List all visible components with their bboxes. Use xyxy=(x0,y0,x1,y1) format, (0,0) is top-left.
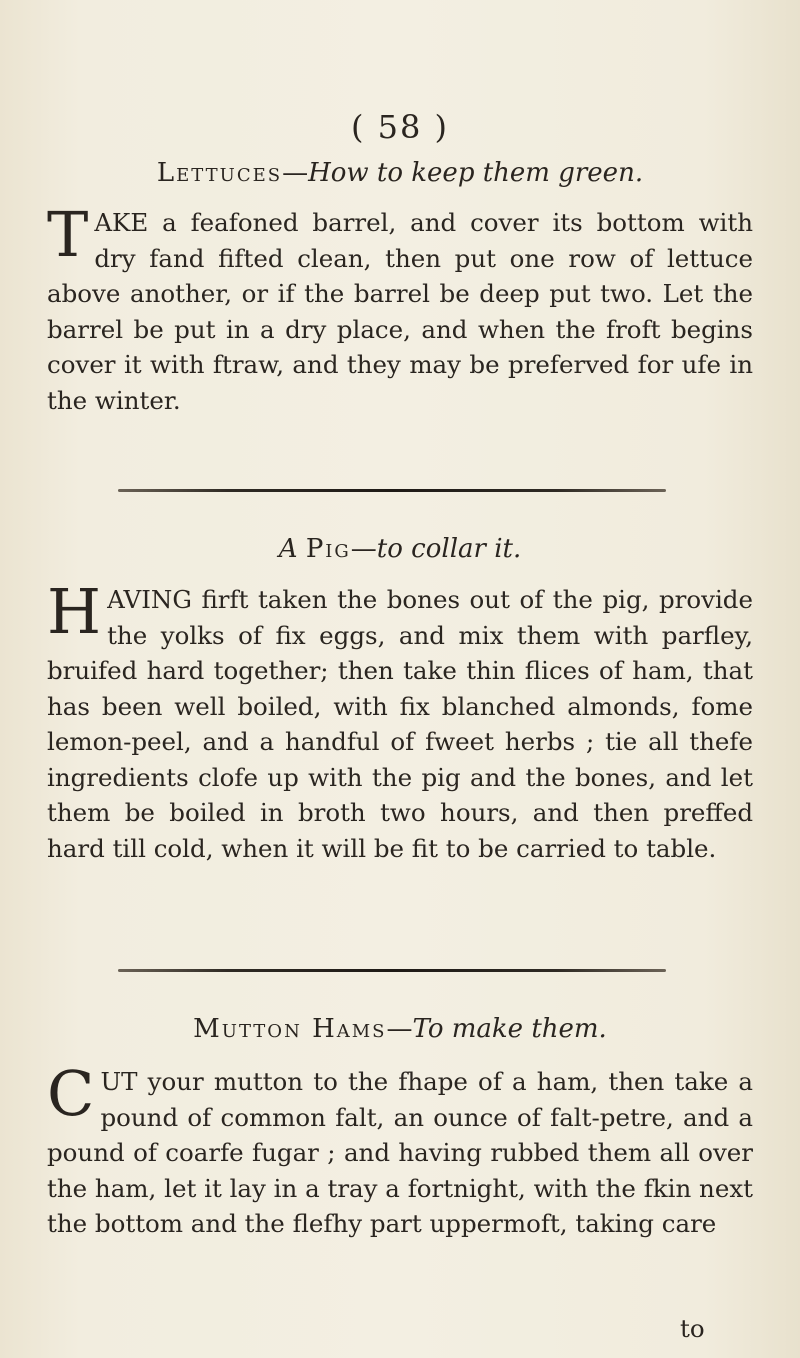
drop-cap: T xyxy=(47,198,89,271)
section-subtitle: To make them. xyxy=(412,1014,607,1044)
section-body-lettuces xyxy=(47,198,753,418)
drop-cap: C xyxy=(47,1057,95,1130)
section-divider xyxy=(118,489,666,492)
heading-dash: — xyxy=(350,534,377,564)
section-heading-mutton-hams xyxy=(0,1014,800,1044)
section-body-pig xyxy=(47,575,753,866)
section-divider xyxy=(118,969,666,972)
section-body-mutton-hams xyxy=(47,1057,753,1242)
section-heading-pig xyxy=(0,534,800,564)
heading-dash: — xyxy=(386,1014,413,1044)
section-title-prefix: A xyxy=(278,534,298,564)
section-heading-lettuces xyxy=(0,158,800,188)
body-text: AVING firft taken the bones out of the pig, provide the yolks of fix eggs, and mix them with parfley, bruifed hard together; then take thin flices of ham, that has been well boiled, with fix blanched almonds, fome lemon-peel, and a handful of fweet herbs ; tie all thefe ingredients clofe up with the pig and the bones, and let them be boiled in broth two hours, and then preffed hard till cold, when it will be fit to be carried to table. xyxy=(47,585,753,863)
section-title: Pig xyxy=(305,534,351,564)
drop-cap: H xyxy=(47,575,102,648)
heading-dash: — xyxy=(282,158,309,188)
section-title: Lettuces xyxy=(156,158,283,188)
catchword: to xyxy=(680,1314,705,1343)
body-text: UT your mutton to the fhape of a ham, then take a pound of common falt, an ounce of falt-petre, and a pound of coarfe fugar ; and having rubbed them all over the ham, let it lay in a tray a fortnight, with the fkin next the bottom and the flefhy part uppermoft, taking care xyxy=(47,1067,753,1238)
section-subtitle: How to keep them green. xyxy=(308,158,644,188)
section-subtitle: to collar it. xyxy=(376,534,522,564)
section-title: Mutton Hams xyxy=(193,1014,387,1044)
page-number: ( 58 ) xyxy=(350,108,450,146)
body-text: AKE a feafoned barrel, and cover its bottom with dry fand fifted clean, then put one row of lettuce above another, or if the barrel be deep put two. Let the barrel be put in a dry place, and when the froft begins cover it with ftraw, and they may be preferved for ufe in the winter. xyxy=(47,208,753,415)
